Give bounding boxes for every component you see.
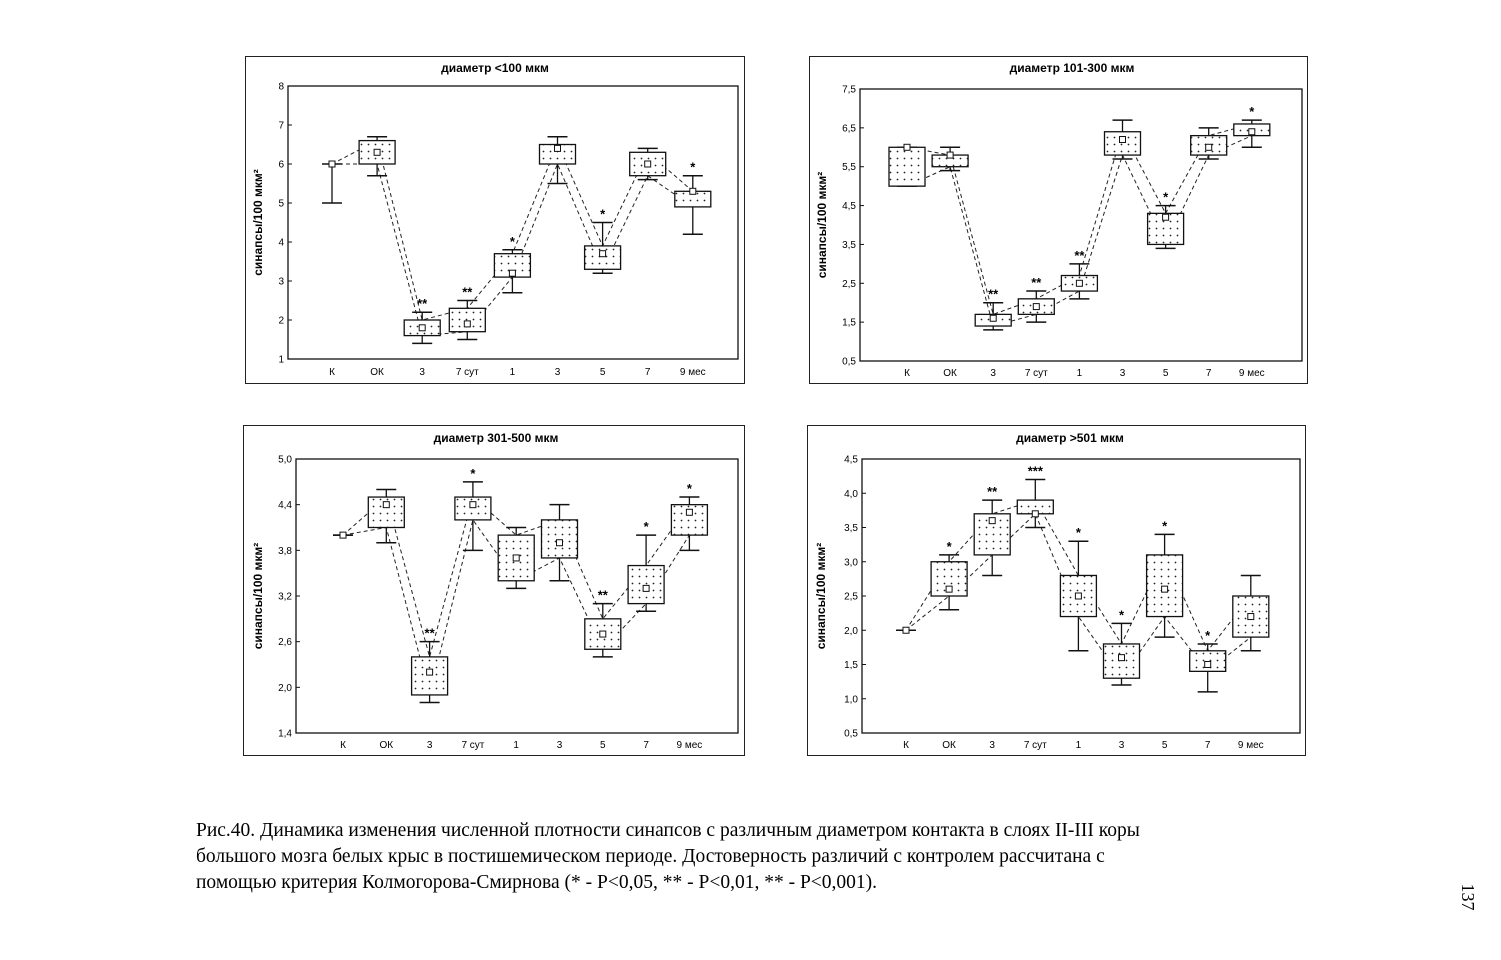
median-marker <box>903 627 909 633</box>
box-group <box>975 287 1011 330</box>
median-marker <box>555 145 561 151</box>
figure-caption <box>196 818 1356 896</box>
y-tick-label: 1,5 <box>842 317 856 329</box>
median-marker <box>600 631 606 637</box>
chart-title: диаметр 301-500 мкм <box>433 431 559 445</box>
chart-title: диаметр >501 мкм <box>1016 431 1124 445</box>
chart-title: диаметр <100 мкм <box>441 61 549 75</box>
box-iqr <box>628 566 664 604</box>
median-marker <box>419 325 425 331</box>
median-marker <box>557 540 563 546</box>
median-marker <box>947 152 953 158</box>
median-marker <box>1033 304 1039 310</box>
median-marker <box>1119 655 1125 661</box>
significance-stars: * <box>690 159 696 175</box>
caption-line-3: помощью критерия Колмогорова-Смирнова (* - P<0,05, ** - P<0,01, ** - P<0,001). <box>196 872 878 893</box>
significance-stars: * <box>1163 189 1169 205</box>
chart-panel-diameter-gt501 <box>807 425 1306 756</box>
box-group <box>368 489 404 542</box>
box-group <box>1147 518 1183 637</box>
y-tick-label: 0,5 <box>844 728 858 740</box>
x-tick-label: К <box>903 740 909 751</box>
box-group <box>932 147 968 170</box>
significance-stars: ** <box>462 284 473 300</box>
y-tick-label: 5,5 <box>842 162 856 174</box>
significance-stars: ** <box>1074 247 1085 263</box>
y-tick-label: 5,0 <box>278 454 292 466</box>
median-marker <box>329 161 335 167</box>
box-iqr <box>455 497 491 520</box>
y-tick-label: 1,5 <box>844 660 858 671</box>
x-tick-label: 3 <box>556 740 563 751</box>
box-iqr <box>542 520 578 558</box>
median-marker <box>690 188 696 194</box>
x-tick-label: ОК <box>942 740 956 751</box>
median-marker <box>1076 280 1082 286</box>
x-tick-label: 9 мес <box>679 367 706 378</box>
y-tick-label: 7 <box>278 120 284 132</box>
x-tick-label: 7 сут <box>1024 368 1048 379</box>
box-group <box>889 144 925 186</box>
significance-stars: ** <box>597 587 608 603</box>
median-marker <box>470 502 476 508</box>
box-iqr <box>1105 132 1141 155</box>
box-group <box>974 484 1010 575</box>
chart-svg <box>808 426 1307 757</box>
x-tick-label: 9 мес <box>1237 740 1264 751</box>
median-marker <box>464 321 470 327</box>
chart-title: диаметр 101-300 мкм <box>1009 61 1135 75</box>
median-marker <box>600 251 606 257</box>
box-group <box>1233 575 1269 650</box>
significance-stars: * <box>686 481 692 497</box>
x-tick-label: 5 <box>1162 368 1169 379</box>
median-marker <box>374 149 380 155</box>
median-marker <box>383 502 389 508</box>
median-marker <box>686 509 692 515</box>
significance-stars: ** <box>424 625 435 641</box>
y-tick-label: 2,5 <box>842 278 856 290</box>
y-tick-label: 6 <box>278 159 284 171</box>
median-marker <box>989 518 995 524</box>
x-tick-label: К <box>329 367 335 378</box>
y-tick-label: 2,6 <box>278 637 292 649</box>
y-tick-label: 1,4 <box>278 728 292 740</box>
significance-stars: * <box>600 206 606 222</box>
box-group <box>412 626 448 703</box>
x-tick-label: 7 <box>1205 368 1212 379</box>
x-tick-label: 1 <box>1075 740 1082 751</box>
y-tick-label: 6,5 <box>842 123 856 135</box>
x-tick-label: 3 <box>989 740 995 751</box>
significance-stars: * <box>1162 518 1168 534</box>
median-marker <box>509 270 515 276</box>
significance-stars: * <box>643 519 649 535</box>
box-group <box>585 588 621 657</box>
x-tick-label: 3 <box>990 368 996 379</box>
x-tick-label: 7 <box>644 367 651 378</box>
x-tick-label: 5 <box>1161 740 1168 751</box>
box-group <box>359 137 395 176</box>
box-iqr <box>585 246 621 269</box>
box-group <box>628 519 664 611</box>
page-number: 137 <box>1458 883 1478 911</box>
significance-stars: * <box>470 465 476 481</box>
x-tick-label: 7 <box>1204 740 1211 751</box>
x-tick-label: 5 <box>600 740 606 751</box>
y-tick-label: 1 <box>278 354 284 366</box>
significance-stars: *** <box>1027 463 1043 479</box>
x-tick-label: 7 сут <box>461 740 485 751</box>
y-tick-label: 2 <box>278 315 284 327</box>
significance-stars: * <box>946 538 952 554</box>
x-tick-label: 1 <box>509 367 516 378</box>
x-tick-label: К <box>904 368 910 379</box>
x-tick-label: ОК <box>370 367 384 378</box>
y-tick-label: 1,0 <box>844 694 858 706</box>
y-tick-label: 4,4 <box>278 500 292 512</box>
median-marker <box>1120 137 1126 143</box>
box-group <box>630 148 666 179</box>
significance-stars: * <box>1249 104 1255 120</box>
median-marker <box>513 555 519 561</box>
box-group <box>671 481 707 550</box>
box-group <box>498 528 534 589</box>
x-tick-label: 7 <box>643 740 649 751</box>
y-tick-label: 8 <box>278 81 284 93</box>
x-tick-label: 3 <box>1119 368 1126 379</box>
significance-stars: * <box>509 233 515 249</box>
x-tick-label: 3 <box>554 367 561 378</box>
y-tick-label: 3 <box>278 276 284 288</box>
y-tick-label: 3,0 <box>844 557 858 569</box>
x-tick-label: 7 сут <box>455 367 479 378</box>
y-axis-label: синапсы/100 мкм² <box>251 169 265 276</box>
plot-area <box>296 459 738 733</box>
median-marker <box>1032 511 1038 517</box>
median-marker <box>1075 593 1081 599</box>
box-group <box>542 505 578 581</box>
median-marker <box>645 161 651 167</box>
median-marker <box>340 532 346 538</box>
median-marker <box>904 144 910 150</box>
median-marker <box>946 586 952 592</box>
x-tick-label: 3 <box>1118 740 1125 751</box>
box-group <box>1017 464 1053 528</box>
median-marker <box>1248 614 1254 620</box>
y-tick-label: 4,0 <box>844 488 858 500</box>
chart-panel-diameter-lt100 <box>245 56 745 384</box>
median-marker <box>1162 586 1168 592</box>
chart-panel-diameter-101-300 <box>809 56 1308 384</box>
y-tick-label: 5 <box>278 198 284 210</box>
box-group <box>1105 120 1141 159</box>
box-group <box>896 627 916 633</box>
median-marker <box>990 315 996 321</box>
caption-line-2: большого мозга белых крыс в постишемическом периоде. Достоверность различий с контролем рассчитана с <box>196 846 1105 867</box>
y-tick-label: 2,5 <box>844 591 858 603</box>
median-marker <box>1163 214 1169 220</box>
caption-line-1: Рис.40. Динамика изменения численной плотности синапсов с различным диаметром контакта в слоях II-III коры <box>196 820 1140 841</box>
y-tick-label: 4,5 <box>844 454 858 466</box>
x-tick-label: 7 сут <box>1023 740 1047 751</box>
plot-area <box>288 86 738 359</box>
box-iqr <box>889 147 925 186</box>
median-marker <box>1249 129 1255 135</box>
y-tick-label: 4,5 <box>842 201 856 213</box>
y-tick-label: 3,8 <box>278 545 292 557</box>
median-marker <box>643 585 649 591</box>
y-tick-label: 4 <box>278 237 284 249</box>
x-tick-label: 3 <box>419 367 425 378</box>
box-group <box>1060 525 1096 651</box>
x-tick-label: 1 <box>513 740 519 751</box>
y-tick-label: 0,5 <box>842 356 856 368</box>
y-tick-label: 7,5 <box>842 84 856 96</box>
chart-svg <box>810 57 1309 385</box>
x-tick-label: 9 мес <box>676 740 703 751</box>
x-tick-label: 3 <box>426 740 433 751</box>
box-group <box>404 296 440 343</box>
significance-stars: * <box>1118 607 1125 623</box>
y-axis-label: синапсы/100 мкм² <box>814 542 828 650</box>
box-group <box>540 137 576 184</box>
chart-svg <box>244 426 746 757</box>
median-marker <box>427 669 433 675</box>
median-marker <box>1206 144 1212 150</box>
significance-stars: * <box>1075 525 1081 541</box>
box-group <box>1061 248 1097 299</box>
x-tick-label: 1 <box>1076 368 1083 379</box>
y-tick-label: 3,5 <box>844 523 858 534</box>
y-tick-label: 2,0 <box>278 682 292 694</box>
box-group <box>494 234 530 293</box>
box-group <box>322 161 342 203</box>
y-axis-label: синапсы/100 мкм² <box>251 542 265 650</box>
significance-stars: ** <box>987 484 998 500</box>
y-tick-label: 2,0 <box>844 625 858 637</box>
chart-svg <box>246 57 746 385</box>
y-tick-label: 3,2 <box>278 591 292 603</box>
significance-stars: * <box>1205 627 1211 643</box>
x-tick-label: 5 <box>599 367 606 378</box>
significance-stars: ** <box>1031 275 1042 291</box>
box-group <box>1018 275 1054 322</box>
y-axis-label: синапсы/100 мкм² <box>815 171 829 279</box>
box-group <box>675 160 711 235</box>
x-tick-label: К <box>340 740 346 751</box>
x-tick-label: ОК <box>943 368 957 379</box>
box-group <box>1148 190 1184 249</box>
x-tick-label: 9 мес <box>1238 368 1265 379</box>
significance-stars: ** <box>417 296 428 312</box>
x-tick-label: ОК <box>379 740 394 751</box>
y-tick-label: 3,5 <box>842 239 856 251</box>
box-iqr <box>412 657 448 695</box>
box-group <box>455 466 491 551</box>
box-iqr <box>449 308 485 331</box>
box-group <box>1190 628 1226 692</box>
box-group <box>931 539 967 610</box>
chart-panel-diameter-301-500 <box>243 425 745 756</box>
median-marker <box>1205 662 1211 668</box>
box-group <box>333 532 353 538</box>
significance-stars: ** <box>988 286 999 302</box>
